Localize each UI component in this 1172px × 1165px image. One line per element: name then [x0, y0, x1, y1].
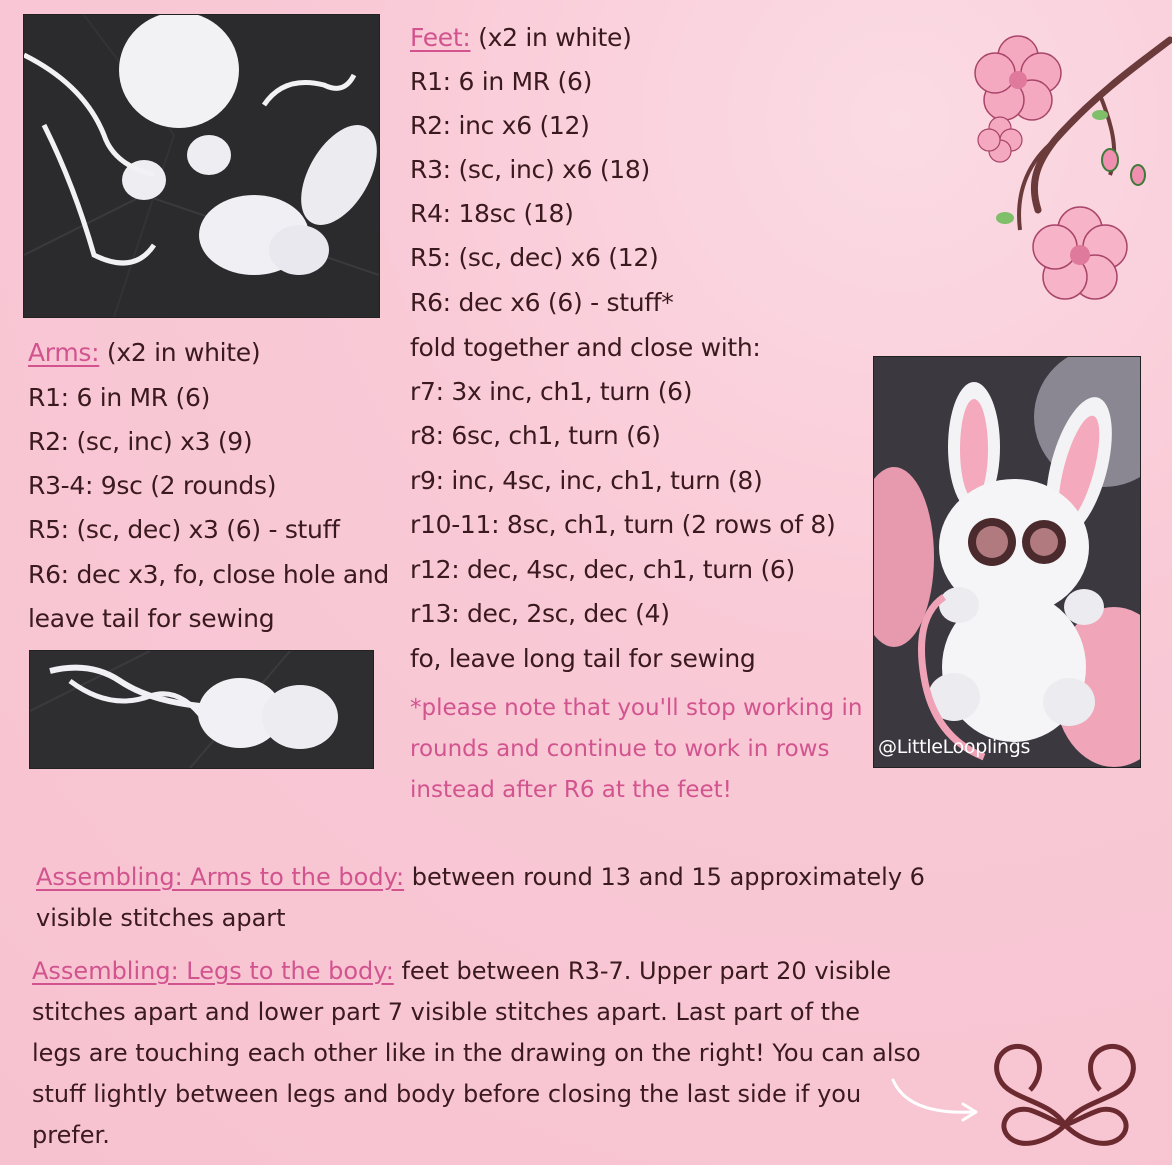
feet-row: r8: 6sc, ch1, turn (6)	[410, 421, 661, 450]
assembly-arms-text: visible stitches apart	[36, 904, 286, 932]
feet-note-line: instead after R6 at the feet!	[410, 777, 732, 803]
feet-note-line: rounds and continue to work in rows	[410, 736, 830, 762]
arm-photo	[29, 650, 374, 769]
legs-drawing-icon	[970, 1030, 1160, 1155]
arms-row: R5: (sc, dec) x3 (6) - stuff	[28, 515, 340, 544]
feet-row: fold together and close with:	[410, 333, 761, 362]
feet-subheading: (x2 in white)	[478, 23, 632, 52]
feet-heading: Feet:	[410, 23, 471, 52]
arms-heading-line	[28, 331, 260, 375]
arms-row: leave tail for sewing	[28, 604, 275, 633]
feet-row: r13: dec, 2sc, dec (4)	[410, 599, 670, 628]
feet-row: R4: 18sc (18)	[410, 199, 574, 228]
arms-subheading: (x2 in white)	[106, 338, 261, 367]
finished-bunny-photo	[873, 356, 1141, 768]
feet-heading-line	[410, 16, 632, 60]
assembly-arms-text: between round 13 and 15 approximately 6	[404, 863, 925, 891]
assembly-legs-row-1	[32, 951, 921, 992]
assembly-arms-heading: Assembling: Arms to the body:	[36, 863, 405, 891]
feet-row: R3: (sc, inc) x6 (18)	[410, 155, 650, 184]
feet-row: R1: 6 in MR (6)	[410, 67, 593, 96]
feet-row: R2: inc x6 (12)	[410, 111, 590, 140]
arms-row: R1: 6 in MR (6)	[28, 383, 211, 412]
assembly-legs-text: legs are touching each other like in the drawing on the right! You can also	[32, 1039, 921, 1067]
assembly-legs-text: prefer.	[32, 1121, 110, 1149]
feet-row: r7: 3x inc, ch1, turn (6)	[410, 377, 693, 406]
arms-heading: Arms:	[28, 338, 100, 367]
assembly-legs-text: stitches apart and lower part 7 visible stitches apart. Last part of the	[32, 998, 861, 1026]
feet-note-line: *please note that you'll stop working in	[410, 695, 863, 721]
assembly-arms-row-1	[36, 857, 925, 898]
assembly-legs-text: feet between R3-7. Upper part 20 visible	[393, 957, 892, 985]
pieces-photo	[23, 14, 380, 318]
feet-row: r12: dec, 4sc, dec, ch1, turn (6)	[410, 555, 795, 584]
feet-row: fo, leave long tail for sewing	[410, 644, 756, 673]
assembly-legs	[32, 951, 921, 1156]
assembly-legs-text: stuff lightly between legs and body before closing the last side if you	[32, 1080, 862, 1108]
feet-row: r10-11: 8sc, ch1, turn (2 rows of 8)	[410, 510, 836, 539]
feet-row: R5: (sc, dec) x6 (12)	[410, 243, 659, 272]
arms-row: R6: dec x3, fo, close hole and	[28, 560, 389, 589]
cherry-blossom-decoration	[960, 0, 1172, 320]
assembly-legs-heading: Assembling: Legs to the body:	[32, 957, 394, 985]
assembly-arms	[36, 857, 925, 939]
watermark-text: @LittleLooplings	[878, 736, 1031, 758]
arms-row: R2: (sc, inc) x3 (9)	[28, 427, 253, 456]
arms-row: R3-4: 9sc (2 rounds)	[28, 471, 277, 500]
feet-row: R6: dec x6 (6) - stuff*	[410, 288, 674, 317]
feet-row: r9: inc, 4sc, inc, ch1, turn (8)	[410, 466, 763, 495]
